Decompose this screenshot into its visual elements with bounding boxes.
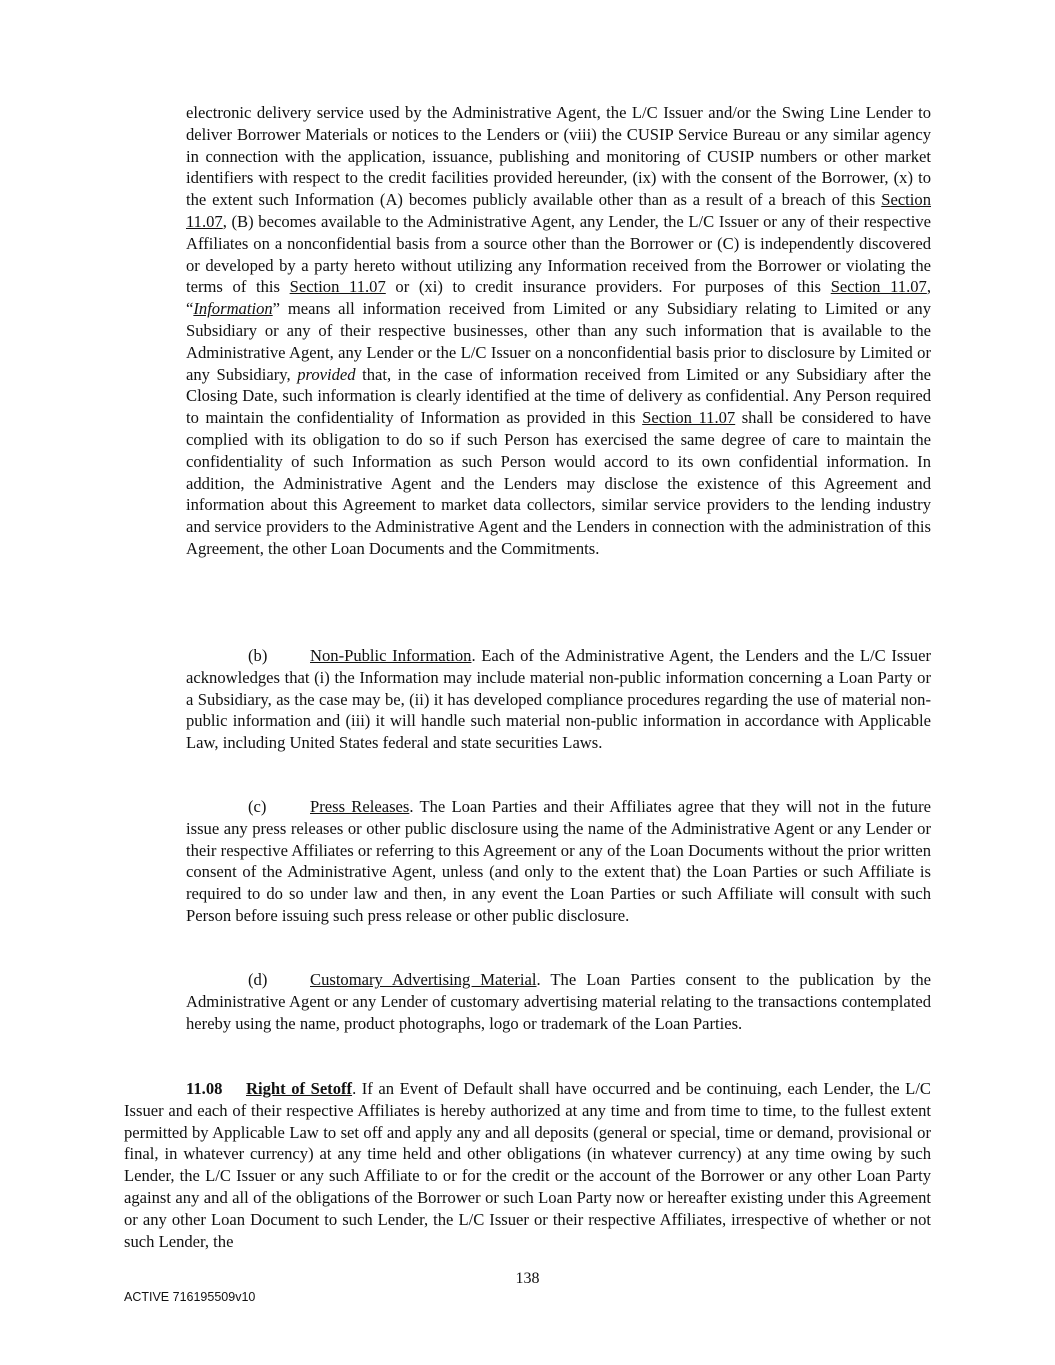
text-run: shall be considered to have complied with its obligation to do so if such Person has exercised the same degree of care to maintain the confidentiality of such Information as such Person would accord to its own confidential information. In addition, the Administrative Agent and the Lenders may disclose the existence of this Agreement and information about this Agreement to market data collectors, similar service providers to the lending industry and service providers to the Administrative Agent and the Lenders in connection with the administration of this Agreement, the other Loan Documents and the Commitments. [186,408,931,558]
clause-c-press-releases [186,796,931,927]
section-reference: Section 11.07 [642,408,736,428]
section-reference: Section 11.07 [289,277,386,297]
clause-label: (b) [248,646,268,665]
italic-term: provided [297,364,356,384]
section-11-08-right-of-setoff [124,1078,931,1252]
text-run: , “ [186,277,931,319]
section-heading: Right of Setoff [246,1079,353,1098]
section-number: 11.08 [186,1079,223,1098]
clause-label: (c) [248,797,267,816]
text-run: ” means all information received from Limited or any Subsidiary relating to Limited or any Subsidiary or any of their respective businesses, other than any such information that is available to the Administrative Agent, any Lender or the L/C Issuer on a nonconfidential basis prior to disclosure by Limited or any Subsidiary, [186,299,931,384]
paragraph-information-definition [186,102,931,560]
clause-label: (d) [248,970,268,989]
defined-term: Information [193,299,273,319]
text-run: electronic delivery service used by the Administrative Agent, the L/C Issuer and/or the Swing Line Lender to deliver Borrower Materials or notices to the Lenders or (viii) the CUSIP Service Bureau or any similar agency in connection with the application, issuance, publishing and monitoring of CUSIP numbers or other market identifiers with respect to the credit facilities provided hereunder, (ix) with the consent of the Borrower, (x) to the extent such Information (A) becomes publicly available other than as a result of a breach of this [186,103,931,210]
section-body: . If an Event of Default shall have occurred and be continuing, each Lender, the L/C Issuer and each of their respective Affiliates is hereby authorized at any time and from time to time, to the fullest extent permitted by Applicable Law to set off and apply any and all deposits (general or special, time or demand, provisional or final, in whatever currency) at any time held and other obligations (in whatever currency) at any time owing by such Lender, the L/C Issuer or any such Affiliate to or for the credit or the account of the Borrower or any other Loan Party against any and all of the obligations of the Borrower or such Loan Party now or hereafter existing under this Agreement or any other Loan Document to such Lender, the L/C Issuer or their respective Affiliates, irrespective of whether or not such Lender, the [124,1079,931,1251]
text-run: or (xi) to credit insurance providers. For purposes of this [385,277,831,297]
clause-b-non-public-information [186,645,931,754]
clause-body: . The Loan Parties consent to the publication by the Administrative Agent or any Lender of customary advertising material relating to the transactions contemplated hereby using the name, product photographs, logo or trademark of the Loan Parties. [186,970,931,1033]
clause-d-advertising-material [186,969,931,1034]
document-id: ACTIVE 716195509v10 [124,1290,256,1304]
clause-heading: Customary Advertising Material [310,970,537,989]
clause-body: . The Loan Parties and their Affiliates agree that they will not in the future issue any press releases or other public disclosure using the name of the Administrative Agent or any Lender or their respective Affiliates or referring to this Agreement or any of the Loan Documents without the prior written consent of the Administrative Agent, unless (and only to the extent that) the Loan Parties or such Affiliate is required to do so under law and then, in any event the Loan Parties or such Affiliate will consult with such Person before issuing such press release or other public disclosure. [186,797,931,925]
clause-heading: Press Releases [310,797,410,816]
page-number: 138 [515,1270,540,1287]
clause-body: . Each of the Administrative Agent, the Lenders and the L/C Issuer acknowledges that (i) the Information may include material non-public information concerning a Loan Party or a Subsidiary, as the case may be, (ii) it has developed compliance procedures regarding the use of material non-public information and (iii) it will handle such material non-public information in accordance with Applicable Law, including United States federal and state securities Laws. [186,646,931,753]
text-run: , (B) becomes available to the Administrative Agent, any Lender, the L/C Issuer or any of their respective Affiliates on a nonconfidential basis from a source other than the Borrower or (C) is independently discovered or developed by a party hereto without utilizing any Information received from the Borrower or violating the terms of this [186,211,931,297]
text-run: that, in the case of information received from Limited or any Subsidiary after the Closing Date, such information is clearly identified at the time of delivery as confidential. Any Person required to maintain the confidentiality of Information as provided in this [186,364,932,428]
clause-heading: Non-Public Information [310,646,472,665]
section-reference: Section 11.07 [830,277,927,297]
section-reference: Section 11.07 [186,190,931,231]
